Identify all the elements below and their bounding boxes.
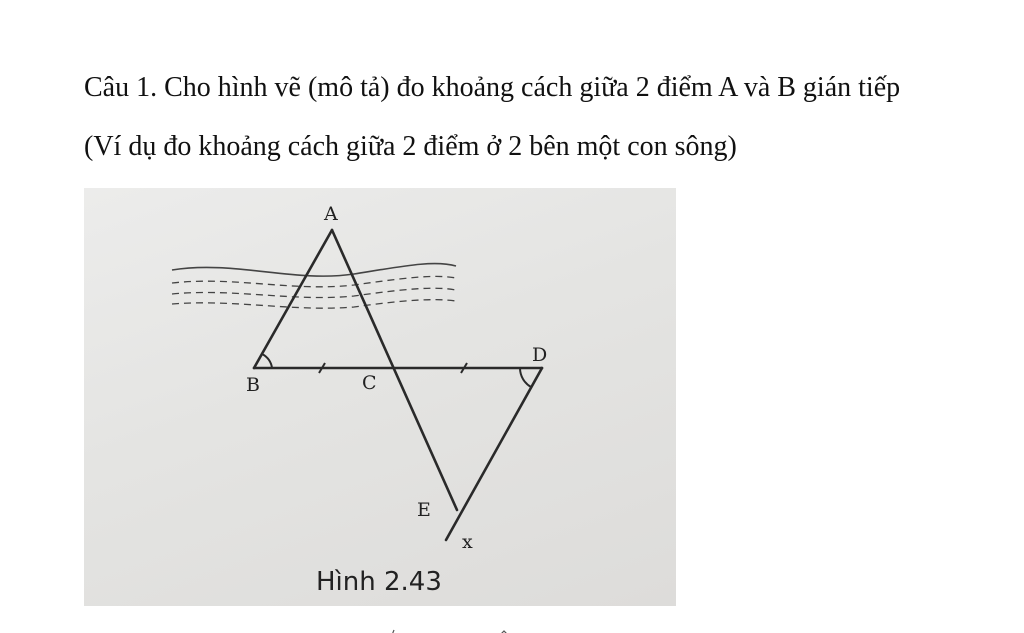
figure-caption: Hình 2.43 <box>316 567 442 597</box>
angle-B-arc <box>262 354 272 368</box>
figure-2-43 <box>84 188 676 606</box>
angle-D-arc <box>520 368 531 387</box>
river <box>172 264 456 309</box>
triangle-lines <box>254 230 542 540</box>
geometry-diagram <box>84 188 676 606</box>
label-E: E <box>417 499 431 521</box>
label-D: D <box>532 344 548 366</box>
river-dashes-2 <box>172 288 456 297</box>
segment-Dx <box>446 368 542 540</box>
label-C: C <box>362 372 377 394</box>
river-dashes-1 <box>172 276 456 286</box>
angle-arcs <box>262 354 531 387</box>
label-x: x <box>462 531 473 553</box>
question-line-2: (Ví dụ đo khoảng cách giữa 2 điểm ở 2 bên một con sông) <box>84 131 737 162</box>
segment-AB <box>254 230 332 368</box>
label-B: B <box>246 374 260 396</box>
question-line-1: Câu 1. Cho hình vẽ (mô tả) đo khoảng cách giữa 2 điểm A và B gián tiếp <box>84 72 901 103</box>
segment-AE <box>332 230 457 510</box>
river-dashes-3 <box>172 300 456 309</box>
cut-off-text <box>0 624 1024 633</box>
label-A: A <box>324 203 338 225</box>
river-bank-top <box>172 264 456 277</box>
